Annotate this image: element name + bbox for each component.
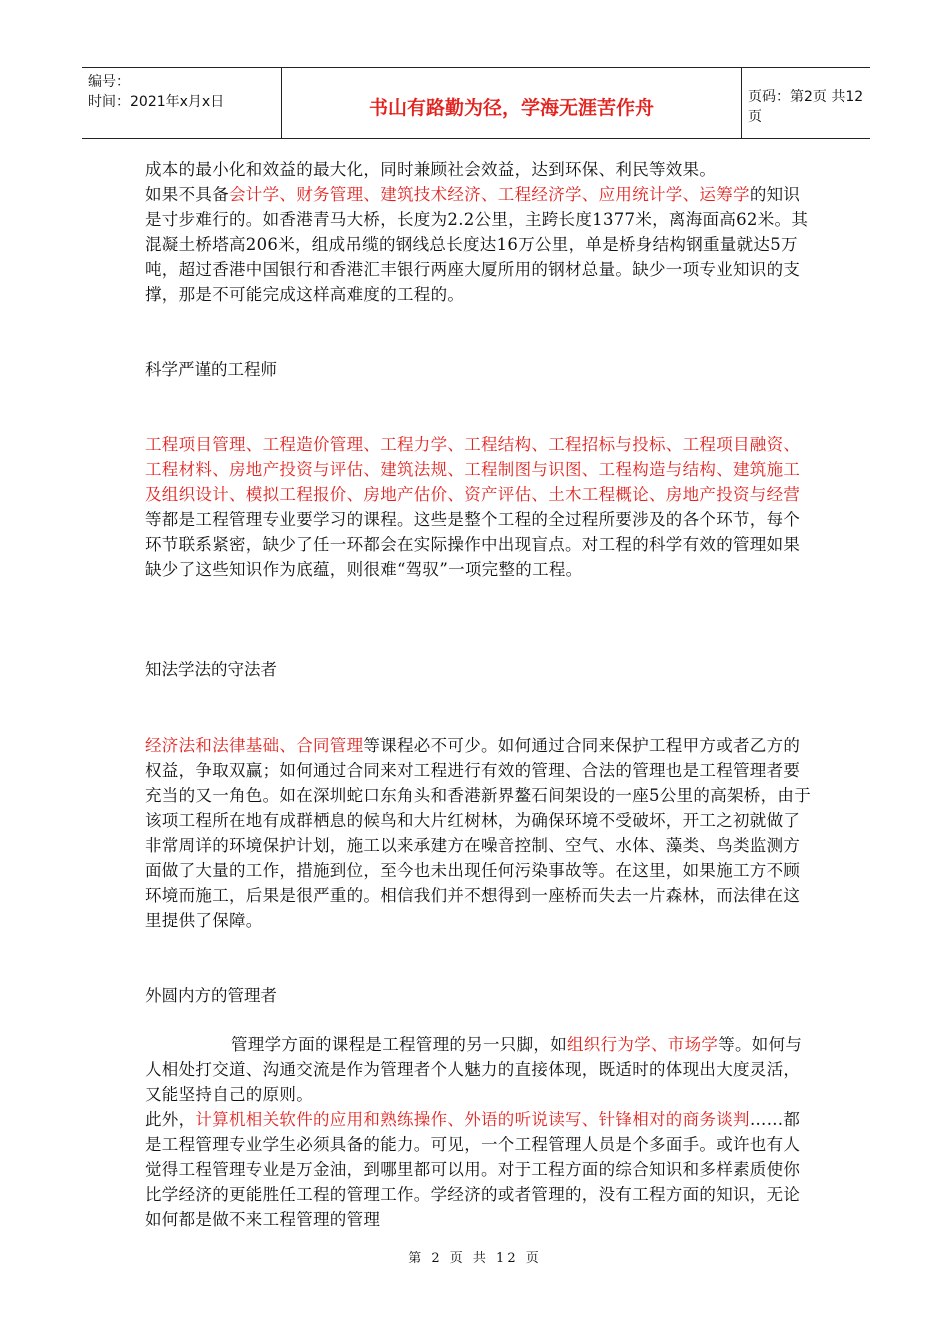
text-run: ……都是工程管理专业学生必须具备的能力。可见，一个工程管理人员是个多面手。或许也有人觉得工程管理专业是万金油，到哪里都可以用。对于工程方面的综合知识和多样素质使你比学经济的更能胜任工程的管理工作。学经济的或者管理的，没有工程方面的知识，无论如何都是做不来工程管理的管理 [145,1110,801,1229]
section-heading-law: 知法学法的守法者 [145,660,277,679]
paragraph-3 [145,733,813,933]
page-header [82,67,870,139]
text-run: 等课程必不可少。如何通过合同来保护工程甲方或者乙方的权益，争取双赢；如何通过合同来对工程进行有效的管理、合法的管理也是工程管理者要充当的又一角色。如在深圳蛇口东角头和香港新界鳌石间架设的一座5公里的高架桥，由于该项工程所在地有成群栖息的候鸟和大片红树林，为确保环境不受破坏，开工之初就做了非常周详的环境保护计划，施工以来承建方在噪音控制、空气、水体、藻类、鸟类监测方面做了大量的工作，措施到位，至今也未出现任何污染事故等。在这里，如果施工方不顾环境而施工，后果是很严重的。相信我们并不想得到一座桥而失去一片森林，而法律在这里提供了保障。 [145,736,811,930]
number-label: 编号： [88,74,130,90]
text-run: 等都是工程管理专业要学习的课程。这些是整个工程的全过程所要涉及的各个环节，每个环节联系紧密，缺少了任一环都会在实际操作中出现盲点。对工程的科学有效的管理如果缺少了这些知识作为底蕴，则很难“驾驭”一项完整的工程。 [145,510,801,579]
highlighted-courses: 会计学、财务管理、建筑技术经济、工程经济学、应用统计学、运筹学 [229,185,750,204]
section-heading-manager: 外圆内方的管理者 [145,986,277,1005]
text-run: 等。如何与人相处打交道、沟通交流是作为管理者个人魅力的直接体现，既适时的体现出大度灵活，又能坚持自己的原则。 [145,1035,803,1104]
time-label: 时间：2021年x月x日 [88,94,225,110]
highlighted-courses: 工程项目管理、工程造价管理、工程力学、工程结构、工程招标与投标、工程项目融资、工程材料、房地产投资与评估、建筑法规、工程制图与识图、工程构造与结构、建筑施工及组织设计、模拟工程报价、房地产估价、资产评估、土木工程概论、房地产投资与经营 [145,435,801,504]
header-page-label: 页码：第2页 共12页 [748,89,864,125]
text-run: 管理学方面的课程是工程管理的另一只脚，如 [231,1035,567,1054]
header-motto: 书山有路勤为径，学海无涯苦作舟 [282,68,742,138]
text-run: 此外， [145,1110,196,1129]
section-heading-engineer: 科学严谨的工程师 [145,360,277,379]
header-meta [82,68,282,138]
paragraph-1-line1: 成本的最小化和效益的最大化，同时兼顾社会效益，达到环保、利民等效果。 [145,160,717,179]
paragraph-1-body [145,182,813,307]
page-footer: 第 2 页 共 12 页 [408,1251,542,1266]
paragraph-5 [145,1107,813,1232]
highlighted-skills: 计算机相关软件的应用和熟练操作、外语的听说读写、针锋相对的商务谈判 [195,1110,750,1129]
paragraph-1 [145,157,813,307]
text-run: 如果不具备 [145,185,229,204]
text-run: 的知识是寸步难行的。如香港青马大桥，长度为2.2公里，主跨长度1377米，离海面高62米。其混凝土桥塔高206米，组成吊缆的钢线总长度达16万公里，单是桥身结构钢重量就达5万吨，超过香港中国银行和香港汇丰银行两座大厦所用的钢材总量。缺少一项专业知识的支撑，那是不可能完成这样高难度的工程的。 [145,185,809,304]
paragraph-4 [145,1032,813,1107]
highlighted-courses: 经济法和法律基础、合同管理 [145,736,364,755]
paragraph-2 [145,432,813,582]
highlighted-courses: 组织行为学、市场学 [567,1035,719,1054]
